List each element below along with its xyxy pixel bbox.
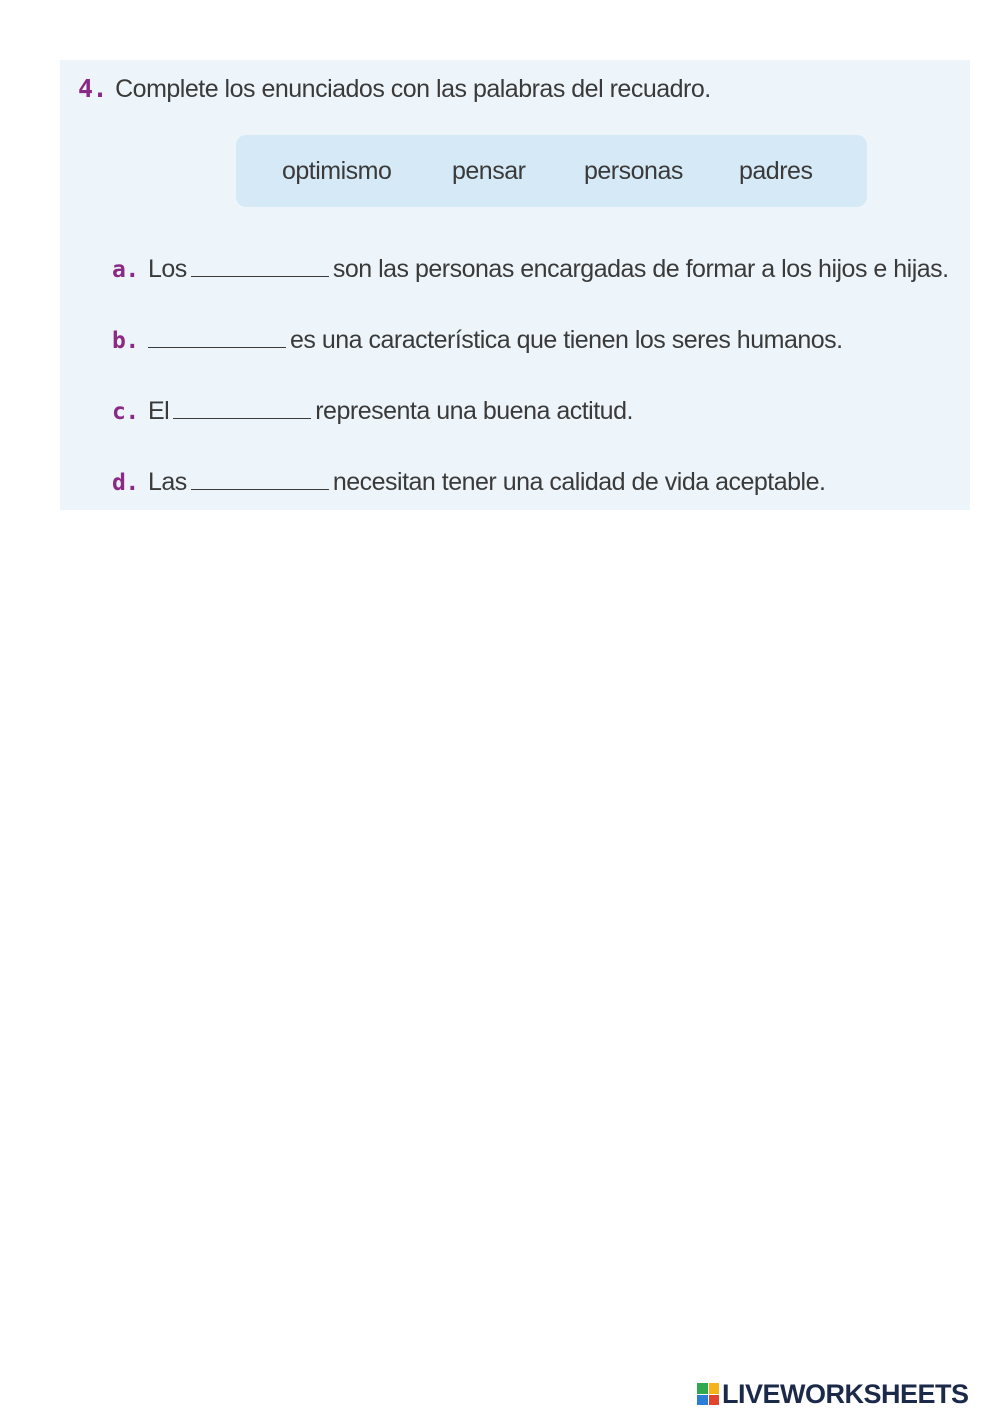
item-letter: a. [112,257,139,283]
logo-mark-icon [697,1383,719,1405]
sentence-after: representa una buena actitud. [315,397,633,425]
sentence-c [112,396,633,427]
answer-blank[interactable] [191,256,329,277]
exercise-instruction: Complete los enunciados con las palabras del recuadro. [115,75,711,103]
exercise-panel [60,60,970,510]
sentence-d [112,467,825,498]
sentence-after: necesitan tener una calidad de vida aceptable. [332,468,826,496]
answer-blank[interactable] [173,398,311,419]
sentence-before: Las [148,468,187,496]
logo-text: LIVEWORKSHEETS [722,1378,969,1409]
item-letter: c. [112,399,139,425]
word-bank-item: pensar [452,157,526,185]
word-bank [236,135,867,207]
sentence-after: es una característica que tienen los seres humanos. [290,326,843,354]
sentence-after: son las personas encargadas de formar a los hijos e hijas. [332,255,949,283]
word-bank-item: optimismo [282,157,392,185]
sentence-a [112,254,949,285]
word-bank-item: personas [584,157,683,185]
sentence-b [112,325,843,356]
exercise-heading [78,74,711,104]
exercise-number: 4. [78,74,108,103]
answer-blank[interactable] [148,327,286,348]
item-letter: d. [112,470,139,496]
word-bank-item: padres [739,157,813,185]
item-letter: b. [112,328,139,354]
sentence-before: El [148,397,170,425]
liveworksheets-logo [697,1378,969,1410]
sentence-before: Los [148,255,187,283]
answer-blank[interactable] [191,469,329,490]
